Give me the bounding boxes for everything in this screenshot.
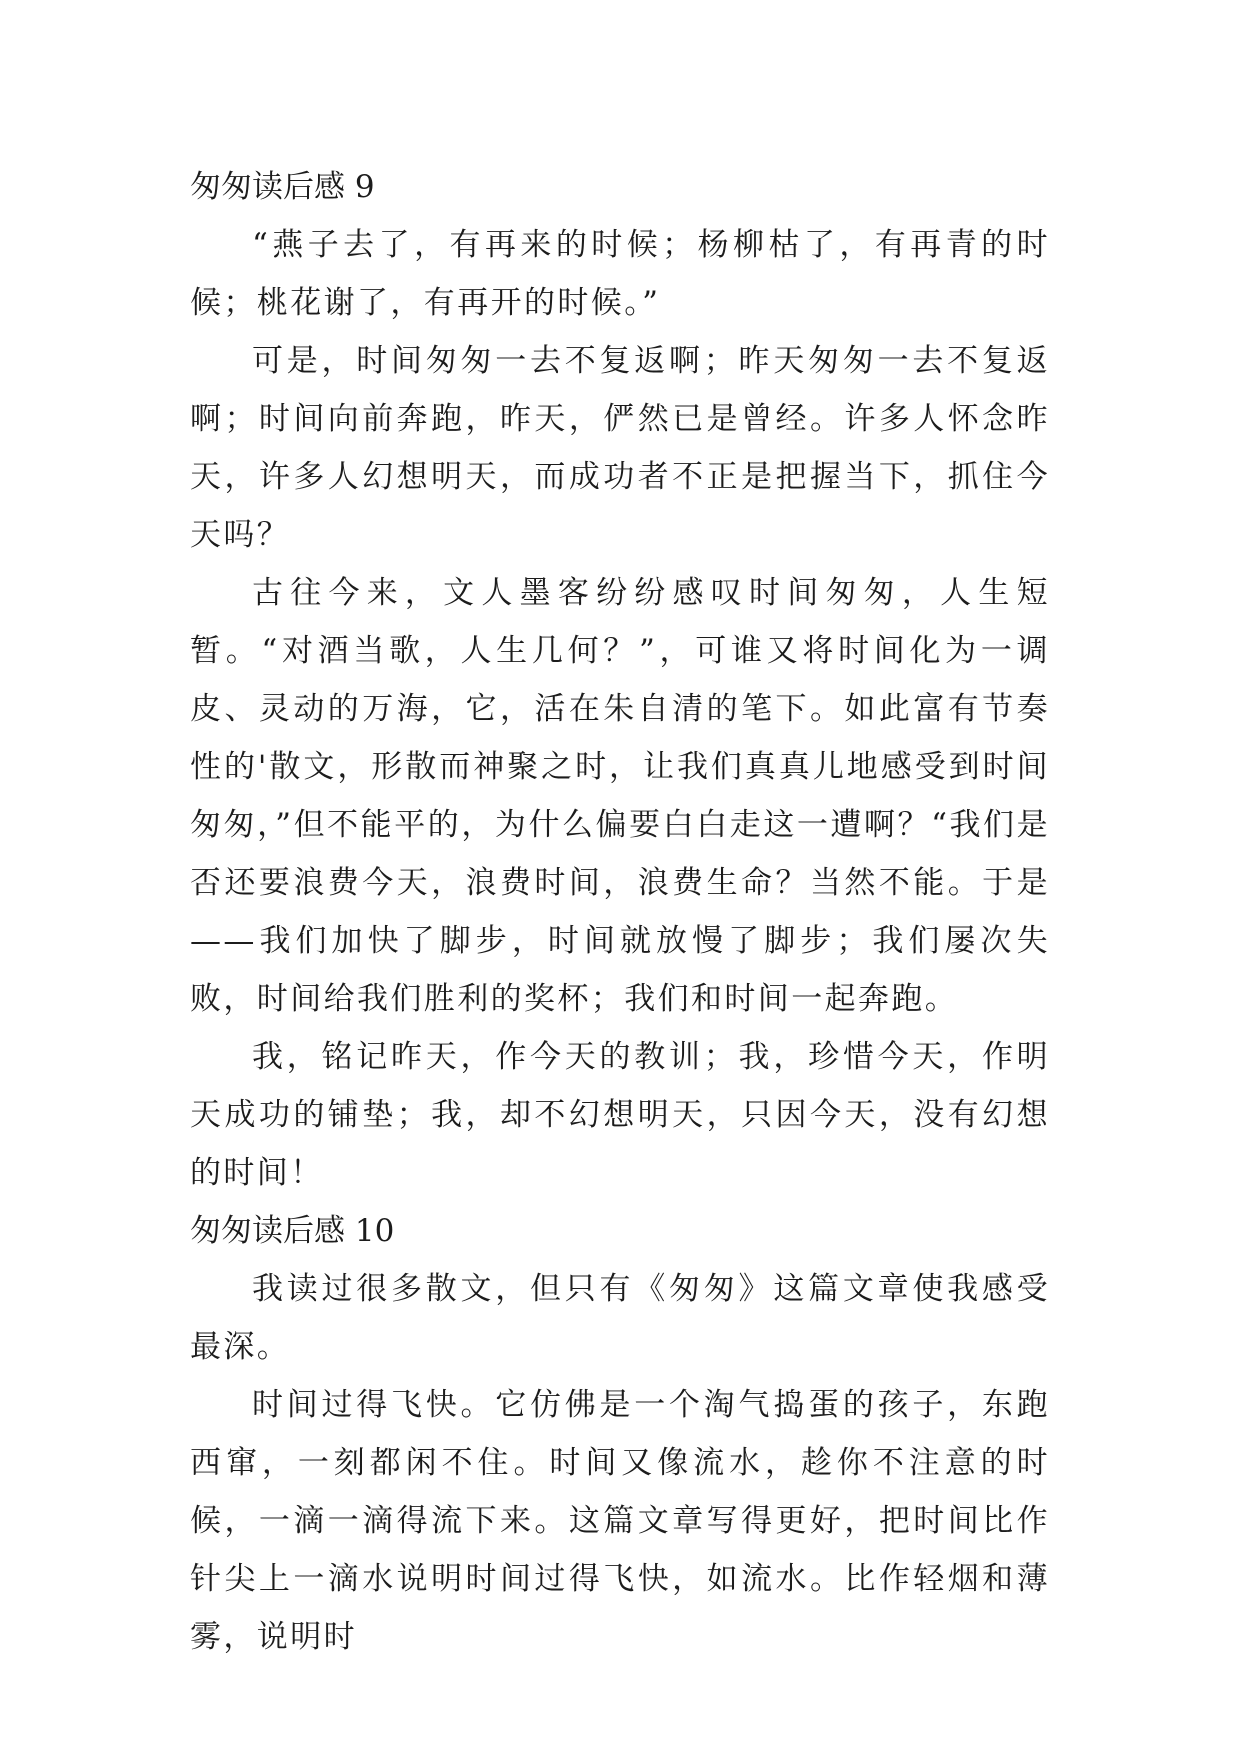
paragraph: 古往今来，文人墨客纷纷感叹时间匆匆，人生短暂。“对酒当歌，人生几何？”，可谁又将时间化为一调皮、灵动的万海，它，活在朱自清的笔下。如此富有节奏性的'散文，形散而神聚之时，让我们真真儿地感受到时间匆匆，”但不能平的，为什么偏要白白走这一遭啊？“我们是否还要浪费今天，浪费时间，浪费生命？当然不能。于是——我们加快了脚步，时间就放慢了脚步；我们屡次失败，时间给我们胜利的奖杯；我们和时间一起奔跑。	[190, 575, 1050, 1017]
paragraph: 我，铭记昨天，作今天的教训；我，珍惜今天，作明天成功的铺垫；我，却不幻想明天，只因今天，没有幻想的时间！	[190, 1039, 1050, 1191]
section-title: 匆匆读后感 10	[190, 1213, 395, 1249]
section-title: 匆匆读后感 9	[190, 169, 375, 205]
paragraph: 时间过得飞快。它仿佛是一个淘气捣蛋的孩子，东跑西窜，一刻都闲不住。时间又像流水，趁你不注意的时候，一滴一滴得流下来。这篇文章写得更好，把时间比作针尖上一滴水说明时间过得飞快，如流水。比作轻烟和薄雾，说明时	[190, 1387, 1050, 1655]
paragraph: 我读过很多散文，但只有《匆匆》这篇文章使我感受最深。	[190, 1271, 1050, 1365]
document-body	[190, 158, 1050, 1666]
paragraph: “燕子去了，有再来的时候；杨柳枯了，有再青的时候；桃花谢了，有再开的时候。”	[190, 227, 1050, 321]
paragraph: 可是，时间匆匆一去不复返啊；昨天匆匆一去不复返啊；时间向前奔跑，昨天，俨然已是曾经。许多人怀念昨天，许多人幻想明天，而成功者不正是把握当下，抓住今天吗？	[190, 343, 1050, 553]
